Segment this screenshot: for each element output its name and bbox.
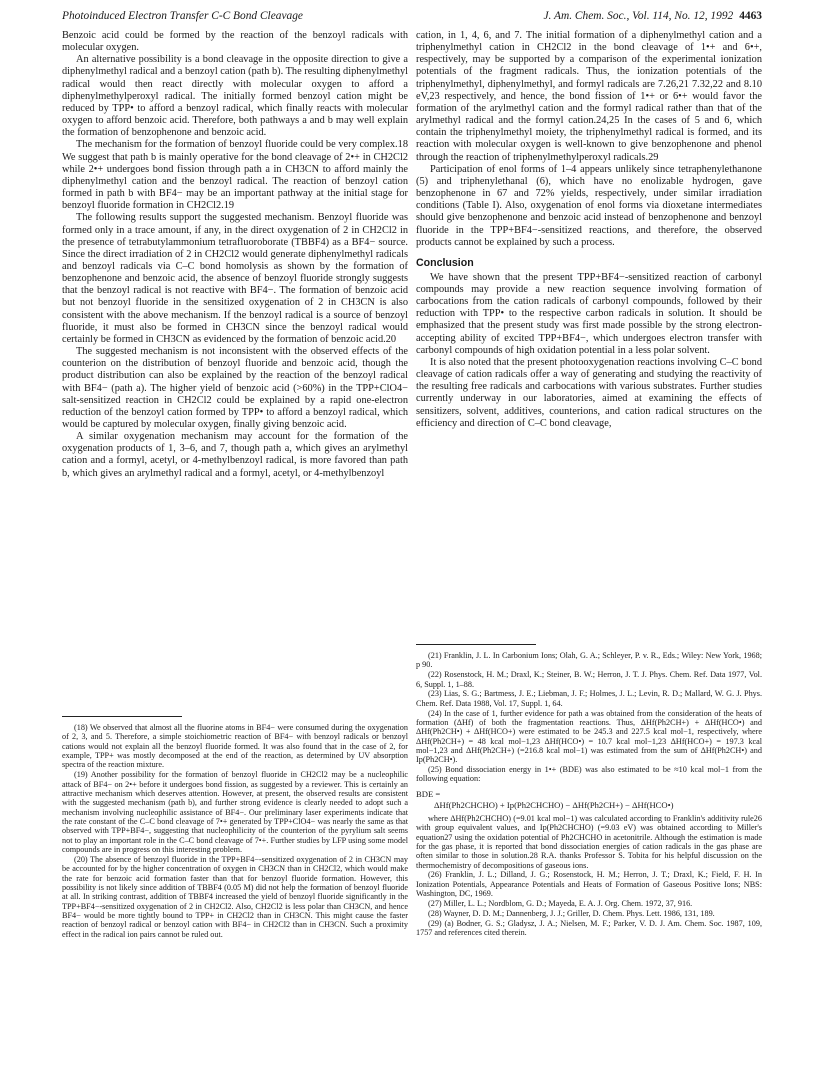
footnote-rule <box>416 644 536 645</box>
body-paragraph: The mechanism for the formation of benzoyl fluoride could be very complex.18 We suggest that path b is mainly operative for the bond cleavage of 2•+ in CH2Cl2 while 2•+ undergoes bond fission through path a in CH3CN to afford mainly the diphenylmethyl cation and the benzoyl radical. The reaction of benzoyl cation formed in path b with BF4− may be an important pathway at the initial stage for benzoyl fluoride formation in CH2Cl2.19 <box>62 139 408 212</box>
footnote: (19) Another possibility for the formation of benzoyl fluoride in CH2Cl2 may be a nucleophilic attack of BF4− on 2•+ before it undergoes bond fission, as suggested by a reviewer. This is certainly an attractive mechanism which deserves attention. However, at present, the observed results are consistent with the suggested mechanism (path b), and further strong evidence is clearly needed to adopt such a mechanism involving nucleophilic assistance of BF4−. Our preliminary laser experiments indicate that the rate constant of the C–C bond cleavage of 7•+ generated by TPP+ClO4− was nearly the same as that observed with TPP+BF4−, suggesting that nucleophilicity of the counterion of the pyrylium salt seems not to play an important role in the C–C bond cleavage of 7•+. Further studies by LFP using some model compounds are in progress on this interesting problem. <box>62 770 408 854</box>
footnote: (28) Wayner, D. D. M.; Dannenberg, J. J.; Griller, D. Chem. Phys. Lett. 1986, 131, 189. <box>428 908 715 918</box>
body-paragraph: cation, in 1, 4, 6, and 7. The initial formation of a diphenylmethyl cation and a triphenylmethyl cation in CH2Cl2 in the bond cleavage of 1•+ and 6•+, respectively, may be supported by a comparison of the experimental ionization potentials of the fragment radicals. Thus, the ionization potentials of the triphenylmethyl, diphenylmethyl, and formyl radicals are 7.26,21 7.32,22 and 8.10 eV,23 respectively, and hence, the bond fission of 1•+ or 6•+ would favor the formation of the arylmethyl cation and the formyl radical rather than that of the arylmethyl radical and the formyl cation.24,25 In the cases of 5 and 6, which contain the triphenylmethyl moiety, the triphenylmethyl radical is formed, and its reaction with molecular oxygen is well-known to give benzophenone and phenol through the reaction of triphenylmethylperoxyl radicals.29 <box>416 30 762 163</box>
body-paragraph: Benzoic acid could be formed by the reaction of the benzoyl radicals with molecular oxygen. <box>62 30 408 54</box>
footnote: where ΔHf(Ph2CHCHO) (=9.01 kcal mol−1) was calculated according to Franklin's additivity rule26 with group equivalent values, and Ip(Ph2CHCHO) (=9.03 eV) was obtained according to Miller's equation27 using the oxidation potential of Ph2CHCHO in acetonitrile. Although the estimation is made for the gas phase, it is reported that bond dissociation energies of cation radicals in the gas phase are often similar to those in solution.28 R.A. thanks Professor S. Tobita for his helpful discussion on the thermochemistry of decompositions of gaseous ions. <box>416 813 762 870</box>
footnote: (21) Franklin, J. L. In Carbonium Ions; Olah, G. A.; Schleyer, P. v. R., Eds.; Wiley: New York, 1968; p 90. <box>416 651 762 670</box>
body-paragraph: An alternative possibility is a bond cleavage in the opposite direction to give a diphenylmethyl radical and a benzoyl cation (path b). The resulting diphenylmethyl radical would then react directly with molecular oxygen to afford a diphenylmethylperoxyl radical. The initially formed benzoyl cation might be reduced by TPP• to afford a benzoyl radical, which finally reacts with molecular oxygen to afford benzoic acid. Therefore, both pathways a and b may well explain the formation of benzophenone and benzoic acid. <box>62 54 408 139</box>
running-header <box>62 10 762 26</box>
right-column <box>416 30 762 937</box>
footnote: (26) Franklin, J. L.; Dilland, J. G.; Rosenstock, H. M.; Herron, J. T.; Draxl, K.; Field, F. H. In Ionization Potentials, Appearance Potentials and Heats of Formation of Gaseous Positive Ions; NBS: Washington, DC, 1969. <box>416 870 762 899</box>
running-title: Photoinduced Electron Transfer C-C Bond Cleavage <box>62 10 303 22</box>
section-heading: Conclusion <box>416 256 474 269</box>
footnote: (29) (a) Bodner, G. S.; Gladysz, J. A.; Nielsen, M. F.; Parker, V. D. J. Am. Chem. Soc. 1987, 109, 1757 and references cited therein. <box>416 918 762 937</box>
body-paragraph: We have shown that the present TPP+BF4−-sensitized reaction of carbonyl compounds may provide a new reaction sequence involving formation of carbocations from the cation radicals of carbonyl compounds, followed by their reduction with TPP• to the respective carbon radicals in solution. It should be emphasized that the present study was first made possible by the strong electron-accepting ability of excited TPP+BF4−, which undergoes electron transfer with carbonyl compounds of high oxidation potential in a less polar solvent. <box>416 271 762 356</box>
body-paragraph: The following results support the suggested mechanism. Benzoyl fluoride was formed only in a trace amount, if any, in the direct oxygenation of 2 in CH2Cl2 in the presence of tetrabutylammonium tetrafluoroborate (TBBF4) as a BF4− source. Since the direct irradiation of 2 in CH2Cl2 would generate diphenylmethyl radicals and benzoyl radicals via C–C bond homolysis as shown by the formation of benzophenone and benzoic acid, the absence of benzoyl fluoride strongly suggests that the benzoyl radical is not reactive with BF4−. The formation of benzoic acid but not benzoyl fluoride in the sensitized oxygenation of 2 in CH3CN is also consistent with the above mechanism. If the benzoyl radical is a source of benzoyl fluoride, it must also be formed in CH3CN since the benzoyl radical would certainly be formed in CH3CN as evidenced by the formation of benzoic acid.20 <box>62 212 408 345</box>
left-body-text <box>62 30 408 706</box>
page-number: 4463 <box>739 10 762 22</box>
right-footnotes <box>416 651 762 937</box>
right-body-text <box>416 30 762 634</box>
footnote-rule <box>62 716 182 717</box>
body-paragraph: The suggested mechanism is not inconsistent with the observed effects of the counterion on the distribution of benzoyl fluoride and benzoic acid, though the product distribution can also be explained by the reaction of the benzoyl radical with BF4− (path a). The higher yield of benzoic acid (>60%) in the TPP+ClO4− salt-sensitized reaction in CH2Cl2 could be explained by a rapid one-electron reduction of the benzoyl cation formed by TPP• to afford a benzoyl radical, which would be captured by molecular oxygen, finally giving benzoic acid. <box>62 346 408 430</box>
footnote: (22) Rosenstock, H. M.; Draxl, K.; Steiner, B. W.; Herron, J. T. J. Phys. Chem. Ref. Data 1977, Vol. 6, Suppl. 1, 1–88. <box>416 670 762 689</box>
footnote: (23) Lias, S. G.; Bartmess, J. E.; Liebman, J. F.; Holmes, J. L.; Levin, R. D.; Mallard, W. G. J. Phys. Chem. Ref. Data 1988, Vol. 17, Suppl. 1, 64. <box>416 689 762 708</box>
left-column <box>62 30 408 939</box>
footnote: (20) The absence of benzoyl fluoride in the TPP+BF4−-sensitized oxygenation of 2 in CH3CN may be accounted for by the higher concentration of oxygen in CH3CN than in CH2Cl2, which would make the rate for benzoic acid formation faster than that for benzoyl fluoride formation. However, this possibility is not likely since addition of TBBF4 (0.05 M) did not help the formation of benzoyl fluoride at all. In striking contrast, addition of TBBF4 increased the yield of benzoyl fluoride significantly in the TPP+BF4−-sensitized oxygenation of 2 in CH2Cl2. Also, CH2Cl2 is less polar than CH3CN, and hence BF4− would be more tightly bound to TPP+ in CH2Cl2 than in CH3CN. This might cause the faster reaction of benzoyl radical or benzoyl cation with BF4− in CH2Cl2 than in CH3CN. Such a proximity effect in the radical ion pairs cannot be ruled out. <box>62 854 408 939</box>
footnote: (27) Miller, L. L.; Nordblom, G. D.; Mayeda, E. A. J. Org. Chem. 1972, 37, 916. <box>428 898 693 908</box>
body-paragraph: Participation of enol forms of 1–4 appears unlikely since tetraphenylethanone (5) and triphenylethanal (6), which have no enolizable hydrogen, gave benzophenone in 67 and 72% yields, respectively, under similar irradiation conditions (Table I). Also, oxygenation of enol forms via dioxetane intermediates should give benzophenone and benzoic acid instead of benzophenone and benzoyl fluoride in the TPP+BF4−-sensitized reactions, and therefore, the observed products cannot be explained by such a process. <box>416 163 762 248</box>
footnote: (25) Bond dissociation energy in 1•+ (BDE) was also estimated to be ≈10 kcal mol−1 from the following equation: <box>416 765 762 784</box>
equation-label: BDE = <box>416 788 441 799</box>
journal-citation-block <box>543 10 762 22</box>
bde-equation: ΔHf(Ph2CHCHO) + Ip(Ph2CHCHO) − ΔHf(Ph2CH+) − ΔHf(HCO•) <box>434 799 674 810</box>
footnote: (24) In the case of 1, further evidence for path a was obtained from the consideration of the heats of formation (ΔHf) of both the fragmentation reactions. Thus, ΔHf(Ph2CH+) + ΔHf(HCO•) and ΔHf(Ph2CH•) + ΔHf(HCO+) were estimated to be 245.3 and 227.5 kcal mol−1, respectively, where ΔHf(Ph2CH+) = 48 kcal mol−1,23 ΔHf(HCO•) = 10.7 kcal mol−1,23 ΔHf(HCO+) = 197.3 kcal mol−1,23 and ΔHf(Ph2CH+) (=216.8 kcal mol−1) was estimated from the sum of ΔHf(Ph2CH•) and Ip(Ph2CH•). <box>416 708 762 765</box>
footnote: (18) We observed that almost all the fluorine atoms in BF4− were consumed during the oxygenation of 2, 3, and 5. Therefore, a simple stoichiometric reaction of BF4− with benzoyl radicals or benzoyl cations would not explain all the benzoyl fluoride formed. It was also found that in the case of 2, for example, TPP+ was mostly decomposed at the end of the reaction, as determined by UV absorption spectra of the reaction mixture. <box>62 723 408 770</box>
left-footnotes <box>62 723 408 939</box>
body-paragraph: A similar oxygenation mechanism may account for the formation of the oxygenation products of 1, 3–6, and 7, though path a, which gives an arylmethyl cation and a formyl, acetyl, or 4-methylbenzoyl radical, is more favored than path b, which gives an arylmethyl radical and a formyl, acetyl, or 4-methylbenzoyl <box>62 431 408 479</box>
body-paragraph: It is also noted that the present photooxygenation reactions involving C–C bond cleavage of cation radicals offer a way of generating and studying the reactivity of the resulting free radicals and carbocations with various substrates. Further studies currently underway in our laboratories, aimed at examining the effects of sensitizers, solvent, additives, counterions, and cation radical structures on the efficiency and direction of C–C bond cleavage, <box>416 356 762 429</box>
journal-citation: J. Am. Chem. Soc., Vol. 114, No. 12, 1992 <box>543 10 734 22</box>
